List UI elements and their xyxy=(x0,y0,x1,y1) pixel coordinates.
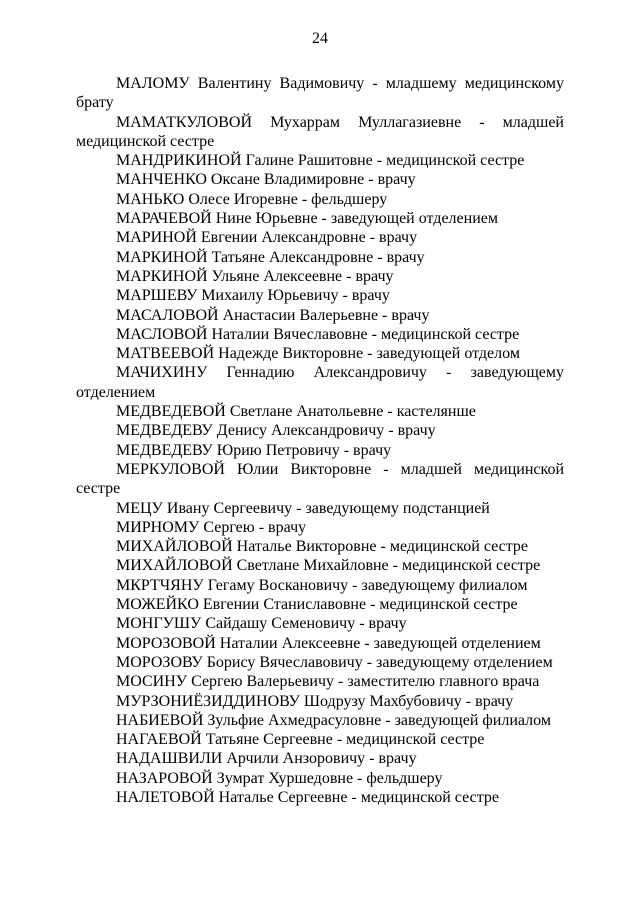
list-item: НАЗАРОВОЙ Зумрат Хуршедовне - фельдшеру xyxy=(116,769,443,787)
award-list xyxy=(76,74,564,807)
list-item: МИРНОМУ Сергею - врачу xyxy=(116,518,307,536)
page-number: 24 xyxy=(312,30,328,47)
list-item: МОРОЗОВОЙ Наталии Алексеевне - заведующей отделением xyxy=(116,634,541,652)
list-item: НАДАШВИЛИ Арчили Анзоровичу - врачу xyxy=(116,750,417,768)
list-item: МОРОЗОВУ Борису Вячеславовичу - заведующему отделением xyxy=(116,653,553,671)
list-item: МЕДВЕДЕВУ Денису Александровичу - врачу xyxy=(116,422,436,440)
list-item: МАМАТКУЛОВОЙ Мухаррам Муллагазиевне - младшей медицинской сестре xyxy=(76,113,564,150)
list-item: МЕДВЕДЕВУ Юрию Петровичу - врачу xyxy=(116,441,392,459)
list-item: МОЖЕЙКО Евгении Станиславовне - медицинской сестре xyxy=(116,596,518,614)
list-item: МЕЦУ Ивану Сергеевичу - заведующему подстанцией xyxy=(116,499,490,517)
list-item: МИХАЙЛОВОЙ Светлане Михайловне - медицинской сестре xyxy=(116,557,541,575)
list-item: МУРЗОНИЁЗИДДИНОВУ Шодрузу Махбубовичу - врачу xyxy=(116,692,514,710)
list-item: МЕДВЕДЕВОЙ Светлане Анатольевне - кастелянше xyxy=(116,403,476,421)
list-item: НАБИЕВОЙ Зульфие Ахмедрасуловне - заведующей филиалом xyxy=(116,711,551,729)
list-item: МАНЧЕНКО Оксане Владимировне - врачу xyxy=(116,171,416,189)
list-item: МАРКИНОЙ Татьяне Александровне - врачу xyxy=(116,248,425,266)
list-item: МАНДРИКИНОЙ Галине Рашитовне - медицинской сестре xyxy=(116,152,525,170)
list-item: МКРТЧЯНУ Гегаму Воскановичу - заведующему филиалом xyxy=(116,576,528,594)
list-item: МАНЬКО Олесе Игоревне - фельдшеру xyxy=(116,190,388,208)
list-item: МАРИНОЙ Евгении Александровне - врачу xyxy=(116,229,418,247)
list-item: МАРШЕВУ Михаилу Юрьевичу - врачу xyxy=(116,287,390,305)
list-item: МАСЛОВОЙ Наталии Вячеславовне - медицинской сестре xyxy=(116,325,520,343)
list-item: НАЛЕТОВОЙ Наталье Сергеевне - медицинской сестре xyxy=(116,788,499,806)
list-item: МИХАЙЛОВОЙ Наталье Викторовне - медицинской сестре xyxy=(116,538,529,556)
list-item: МАТВЕЕВОЙ Надежде Викторовне - заведующей отделом xyxy=(116,345,520,363)
list-item: МОНГУШУ Сайдашу Семеновичу - врачу xyxy=(116,615,407,633)
list-item: МАРАЧЕВОЙ Нине Юрьевне - заведующей отделением xyxy=(116,210,498,228)
list-item: МОСИНУ Сергею Валерьевичу - заместителю главного врача xyxy=(116,673,540,691)
list-item: НАГАЕВОЙ Татьяне Сергеевне - медицинской сестре xyxy=(116,731,485,749)
list-item: МАРКИНОЙ Ульяне Алексеевне - врачу xyxy=(116,267,394,285)
list-item: МАЛОМУ Валентину Вадимовичу - младшему медицинскому брату xyxy=(76,75,564,112)
list-item: МАСАЛОВОЙ Анастасии Валерьевне - врачу xyxy=(116,306,430,324)
list-item: МЕРКУЛОВОЙ Юлии Викторовне - младшей медицинской сестре xyxy=(76,460,564,498)
list-item: МАЧИХИНУ Геннадию Александровичу - заведующему отделением xyxy=(76,364,564,401)
